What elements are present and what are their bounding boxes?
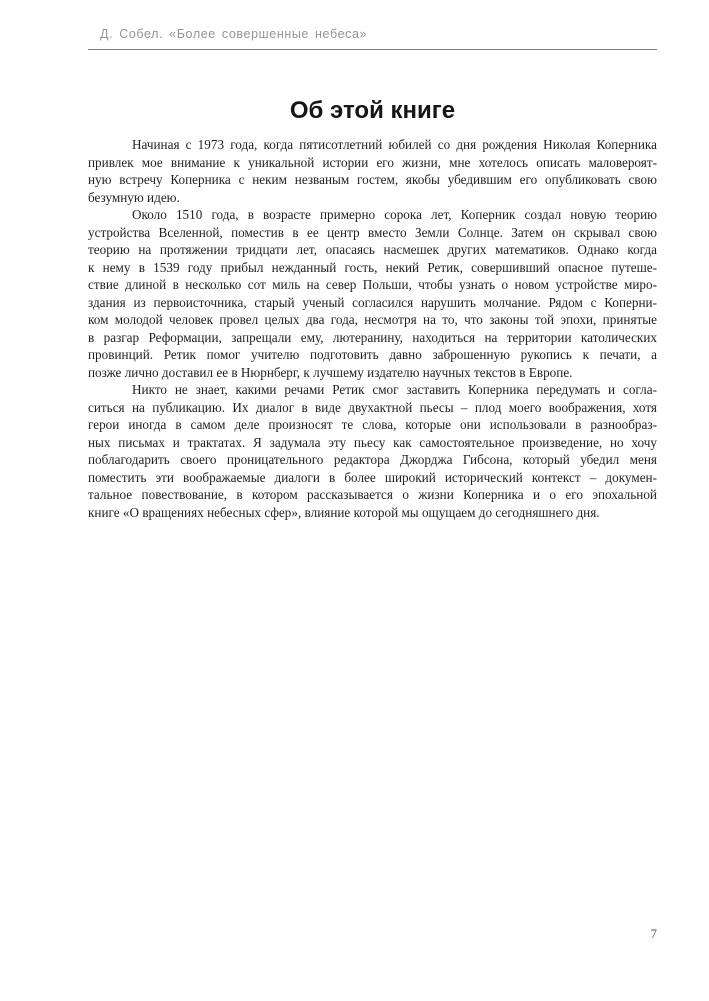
text-line: ных письмах и трактатах. Я задумала эту пьесу как самостоятельное произведение, но хочу xyxy=(88,434,657,450)
text-line: поместить эти воображаемые диалоги в более широкий исторический контекст – докумен- xyxy=(88,469,657,485)
text-line: поблагодарить своего проницательного редактора Джорджа Гибсона, который убедил меня xyxy=(88,452,657,467)
text-line: Никто не знает, какими речами Ретик смог заставить Коперника передумать и согла- xyxy=(132,382,657,397)
text-line: ком молодой человек провел целых два года, несмотря на то, что законы той эпохи, принятые xyxy=(88,312,657,327)
text-line: герои иногда в самом деле произносят те слова, которые они использовали в разнообраз- xyxy=(88,417,657,432)
text-line: ствие длиной в несколько сот миль на север Польши, чтобы узнать о новом устройстве миро- xyxy=(88,277,657,292)
text-line: привлек мое внимание к уникальной истории его жизни, мне хотелось описать маловероят- xyxy=(88,154,657,170)
text-line: ную встречу Коперника с неким незваным гостем, якобы убедившим его опубликовать свою xyxy=(88,172,657,187)
text-line: Начиная с 1973 года, когда пятисотлетний юбилей со дня рождения Николая Коперника xyxy=(132,137,657,152)
running-header xyxy=(88,27,657,50)
text-line: здания из первоисточника, старый ученый согласился нарушить молчание. Рядом с Коперни- xyxy=(88,294,657,310)
text-line: безумную идею. xyxy=(88,189,180,205)
text-line: книге «О вращениях небесных сфер», влияние которой мы ощущаем до сегодняшнего дня. xyxy=(88,504,600,520)
text-line: позже лично доставил ее в Нюрнберг, к лучшему издателю научных текстов в Европе. xyxy=(88,364,573,380)
page-number: 7 xyxy=(650,926,657,941)
text-line: в разгар Реформации, запрещали ему, лютеранину, находиться на территории католических xyxy=(88,329,657,345)
text-line: Около 1510 года, в возрасте примерно сорока лет, Коперник создал новую теорию xyxy=(132,207,657,222)
text-line: тальное повествование, в котором рассказывается о жизни Коперника и о его эпохальной xyxy=(88,487,657,502)
text-line: устройства Вселенной, поместив в ее центр вместо Земли Солнце. Затем он скрывал свою xyxy=(88,224,657,240)
text-line: ситься на публикацию. Их диалог в виде двухактной пьесы – плод моего воображения, хотя xyxy=(88,399,657,415)
chapter-title: Об этой книге xyxy=(289,97,456,124)
text-line: теорию на протяжении тридцати лет, опасаясь насмешек других математиков. Однако когда xyxy=(88,242,657,257)
running-title: Д. Собел. «Более совершенные небеса» xyxy=(100,27,368,41)
body-text xyxy=(88,136,657,521)
text-line: провинций. Ретик помог учителю подготовить давно заброшенную рукопись к печати, а xyxy=(88,347,657,362)
text-line: к нему в 1539 году прибыл нежданный гость, некий Ретик, совершивший опасное путеше- xyxy=(88,259,657,275)
